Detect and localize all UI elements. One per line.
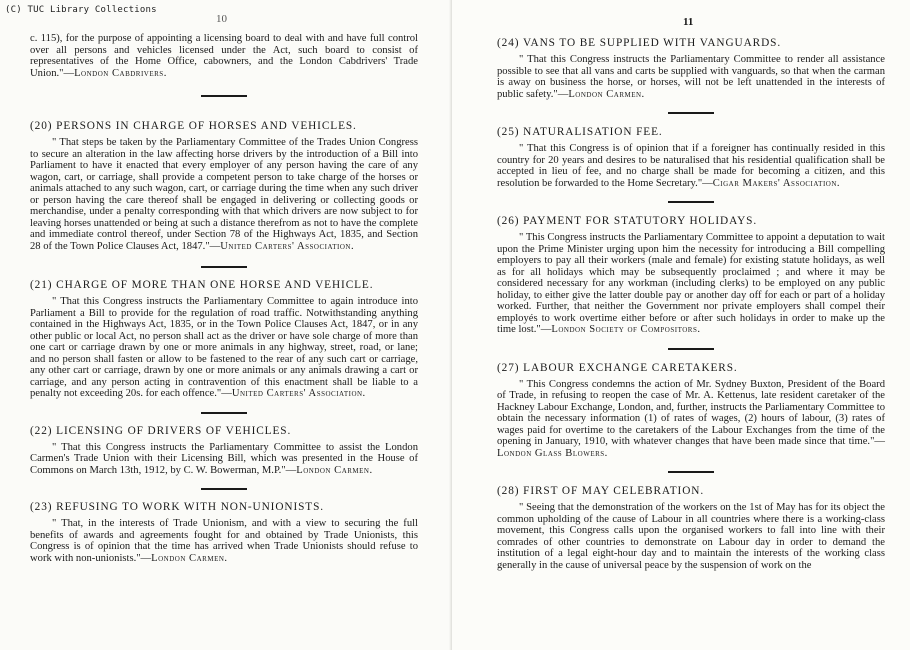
resolution-paragraph — [497, 502, 885, 571]
intro-source: London Cabdrivers. — [74, 67, 167, 79]
resolution-paragraph — [30, 296, 418, 400]
section-heading: (22) LICENSING OF DRIVERS OF VEHICLES. — [30, 424, 292, 437]
resolution-28 — [497, 485, 885, 571]
left-page-content — [30, 33, 418, 564]
section-heading: (27) LABOUR EXCHANGE CARETAKERS. — [497, 361, 738, 374]
resolution-source: London Glass Blowers. — [497, 447, 608, 459]
resolution-paragraph — [30, 518, 418, 564]
resolution-paragraph — [30, 442, 418, 477]
resolution-text: " This Congress condemns the action of Mr. Sydney Buxton, President of the Board of Trade, in refusing to reopen the case of Mr. A. Kettenus, late resident caretaker of the Hackney Labour Exchange, London, and, further, instructs the Parliamentary Committee to obtain the necessary information (1) of rates of wages, (2) hours of labour, (3) rates of wages paid for overtime to the caretakers of the Labour Exchanges from the time of the opening in January, 1910, with whatever changes that have been made since that time."— — [497, 378, 885, 447]
resolution-text: " That steps be taken by the Parliamentary Committee of the Trades Union Congress to secure an alteration in the law affecting horse drivers by the introduction of a Bill into Parliament to have it enacted that every employer of any person having the care of any wagon, cart, or carriage, shall provide a competent person to take charge of the horses or animals attached to any such wagon, cart, or carriage during the time when any such driver or person having the care thereof shall be engaged in delivering or collecting goods or merchandise, under a penalty corresponding with that which drivers are now subject to for leaving horses unattended or being at such a distance therefrom as not to have the complete and immediate control thereof, under Section 78 of the Highways Act, 1835, and Section 28 of the Town Police Clauses Act, 1847."— — [30, 137, 418, 252]
resolution-paragraph — [30, 137, 418, 252]
resolution-source: Cigar Makers' Association. — [712, 177, 841, 189]
resolution-24 — [497, 37, 885, 100]
section-divider — [668, 471, 714, 473]
resolution-source: London Carmen. — [151, 552, 228, 564]
resolution-27 — [497, 362, 885, 460]
resolution-paragraph — [497, 379, 885, 460]
page-number-right: 11 — [683, 16, 694, 28]
page-number-left: 10 — [216, 13, 227, 25]
resolution-text: " Seeing that the demonstration of the workers on the 1st of May has for its object the common upholding of the cause of Labour in all countries where there is a working-class movement, this Congress calls upon the organised workers to fall into line with their comrades of other countries to demonstrate on Labour day in order to demand the institution of a legal eight-hour day and to maintain the interests of the working class generally in the cause of universal peace by the suspension of work on the — [497, 502, 885, 571]
resolution-20 — [30, 120, 418, 252]
section-heading: (24) VANS TO BE SUPPLIED WITH VANGUARDS. — [497, 37, 782, 49]
section-heading: (21) CHARGE OF MORE THAN ONE HORSE AND VEHICLE. — [30, 279, 374, 291]
section-heading: (26) PAYMENT FOR STATUTORY HOLIDAYS. — [497, 215, 758, 227]
resolution-source: London Society of Compositors. — [551, 324, 701, 335]
watermark: (C) TUC Library Collections — [5, 5, 157, 15]
intro-paragraph — [30, 33, 418, 79]
resolution-22 — [30, 425, 418, 477]
section-divider — [668, 201, 714, 203]
resolution-text: " That this Congress instructs the Parliamentary Committee to render all assistance possible to see that all vans and carts be supplied with vanguards, so that when the carman is away on business the horse, or horses, will not be left unattended in the interests of public safety."— — [497, 54, 885, 100]
resolution-25 — [497, 126, 885, 189]
section-heading: (25) NATURALISATION FEE. — [497, 126, 663, 138]
section-divider — [668, 348, 714, 350]
right-page — [452, 0, 910, 650]
right-page-content — [497, 37, 885, 571]
resolution-text: " This Congress instructs the Parliamentary Committee to appoint a deputation to wait upon the Prime Minister urging upon him the necessity for introducing a Bill compelling employers to pay all their workers (male and female) for existing statute holidays, as well as for all holidays which may be subsequently proclaimed ; and where it may be considered necessary for any workman (including clerks) to be employed on any public holiday, to either give the latter double pay or another day off for each or part of a holiday worked. Further, that neither the Government nor private employers shall compel their employés to work overtime either before or after such holidays in order to make up the time lost."— — [497, 232, 885, 335]
section-heading: (23) REFUSING TO WORK WITH NON-UNIONISTS. — [30, 501, 325, 513]
resolution-21 — [30, 279, 418, 400]
resolution-paragraph — [497, 54, 885, 100]
section-heading: (20) PERSONS IN CHARGE OF HORSES AND VEHICLES. — [30, 120, 357, 132]
section-heading: (28) FIRST OF MAY CELEBRATION. — [497, 485, 705, 497]
resolution-text: " That, in the interests of Trade Unionism, and with a view to securing the full benefits of awards and agreements fought for and obtained by Trade Unionists, this Congress is of opinion that the time has arrived when Trade Unionists should refuse to work with non-unionists."— — [30, 518, 418, 564]
intro-text: c. 115), for the purpose of appointing a licensing board to deal with and have full control over all persons and vehicles licensed under the Act, such board to consist of representatives of the Home Office, cabowners, and the London Cabdrivers' Trade Union."— — [30, 33, 418, 79]
section-divider — [201, 488, 247, 490]
resolution-source: United Carters' Association. — [220, 240, 355, 252]
resolution-paragraph — [497, 232, 885, 336]
section-divider — [668, 112, 714, 114]
section-divider — [201, 266, 247, 268]
resolution-text: " That this Congress instructs the Parliamentary Committee to again introduce into Parliament a Bill to provide for the regulation of road traffic. Notwithstanding anything contained in the Highways Act, 1835, or in the Town Police Clauses Act, 1847, or in any other public or local Act, no person shall act as the driver or have sole charge of more than one cart or carriage drawn by one or more animals in any highway, street, road, or lane; and no person shall fasten or allow to be fastened to the rear of any such cart or carriage, any other cart or carriage, drawn by one or more animals or any animals drawing a cart or carriage, and any person acting in contravention of this enactment shall be liable to a penalty not exceeding 20s. for each offence."— — [30, 296, 418, 399]
resolution-source: United Carters' Association. — [231, 388, 366, 399]
resolution-text: " That this Congress instructs the Parliamentary Committee to assist the London Carmen's Trade Union with their Licensing Bill, which was presented in the House of Commons on March 13th, 1912, by C. W. Bowerman, M.P."— — [30, 441, 418, 476]
section-divider — [201, 95, 247, 97]
resolution-text: " That this Congress is of opinion that if a foreigner has continually resided in this country for 20 years and desires to be naturalised that his residential qualification shall be accepted in lieu of fee, and no charge shall be made for becoming a citizen, and this resolution be forwarded to the Home Secretary."— — [497, 143, 885, 189]
resolution-source: London Carmen. — [296, 464, 373, 476]
resolution-paragraph — [497, 143, 885, 189]
resolution-source: London Carmen. — [568, 88, 645, 100]
left-page — [0, 0, 452, 650]
section-divider — [201, 412, 247, 414]
resolution-26 — [497, 215, 885, 336]
resolution-23 — [30, 501, 418, 564]
